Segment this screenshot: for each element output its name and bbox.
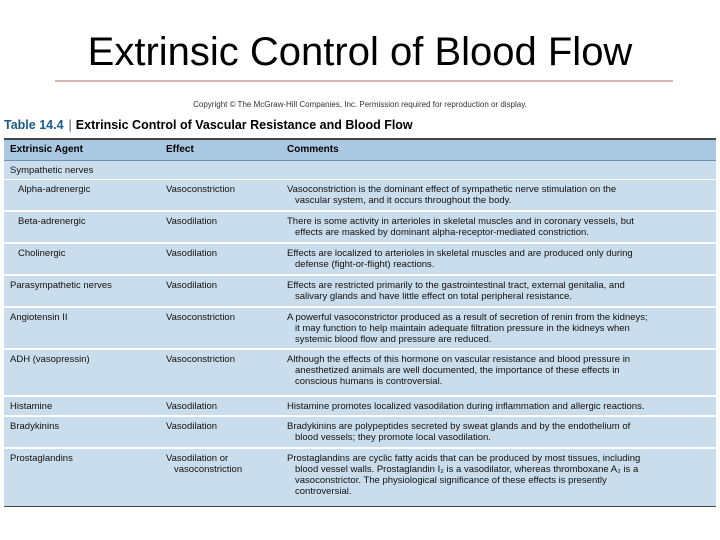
- table-row: [4, 350, 716, 397]
- table-number: Table 14.4: [4, 118, 64, 132]
- effect-cell: Vasodilation: [166, 401, 218, 412]
- effect-cell: Vasodilation: [166, 216, 218, 227]
- agent-cell: ADH (vasopressin): [10, 354, 90, 365]
- agent-cell: Cholinergic: [18, 248, 66, 259]
- table-title: Extrinsic Control of Vascular Resistance and Blood Flow: [75, 118, 413, 132]
- table-header-row: [4, 140, 716, 161]
- group-label: Sympathetic nerves: [10, 165, 94, 176]
- agent-cell: Histamine: [10, 401, 53, 412]
- comments-cell: A powerful vasoconstrictor produced as a result of secretion of renin from the kidneys; it may function to help maintain adequate filtration pressure in the kidneys when systemic blood flow and pressure are reduced.: [287, 312, 648, 345]
- effect-cell: Vasoconstriction: [166, 184, 235, 195]
- agent-cell: Prostaglandins: [10, 453, 73, 464]
- effect-cell: Vasoconstriction: [166, 354, 235, 365]
- comments-cell: Prostaglandins are cyclic fatty acids that can be produced by most tissues, including blood vessel walls. Prostaglandin I₂ is a vasodilator, whereas thromboxane A₂ is a vasoconstrictor. The physiological significance of these effects is presently controversial.: [287, 453, 641, 497]
- header-comments: Comments: [287, 144, 339, 155]
- agent-cell: Angiotensin II: [10, 312, 68, 323]
- table-caption: [4, 118, 716, 136]
- effect-cell: Vasodilation: [166, 248, 218, 259]
- table-row: [4, 212, 716, 244]
- table-row: [4, 449, 716, 504]
- effect-cell: Vasodilation: [166, 280, 218, 291]
- slide-title: Extrinsic Control of Blood Flow: [87, 30, 633, 74]
- agent-cell: Alpha-adrenergic: [18, 184, 91, 195]
- effect-cell: Vasodilation or vasoconstriction: [166, 453, 243, 475]
- comments-cell: There is some activity in arterioles in skeletal muscles and in coronary vessels, but effects are masked by dominant alpha-receptor-mediated constriction.: [287, 216, 634, 238]
- caption-separator: |: [68, 118, 72, 132]
- table-row: [4, 244, 716, 276]
- comments-cell: Bradykinins are polypeptides secreted by sweat glands and by the endothelium of blood vessels; they promote local vasodilation.: [287, 421, 631, 443]
- comments-cell: Effects are localized to arterioles in skeletal muscles and are produced only during defense (fight-or-flight) reactions.: [287, 248, 633, 270]
- effect-cell: Vasoconstriction: [166, 312, 235, 323]
- table-row: [4, 276, 716, 308]
- copyright-notice: Copyright © The McGraw-Hill Companies, Inc. Permission required for reproduction or display.: [193, 100, 527, 109]
- comments-cell: Vasoconstriction is the dominant effect of sympathetic nerve stimulation on the vascular system, and it occurs throughout the body.: [287, 184, 617, 206]
- table-row: [4, 417, 716, 449]
- data-table: [4, 138, 716, 507]
- group-row-sympathetic: [4, 161, 716, 180]
- agent-cell: Beta-adrenergic: [18, 216, 86, 227]
- title-divider: [55, 80, 673, 82]
- effect-cell: Vasodilation: [166, 421, 218, 432]
- table-row: [4, 308, 716, 350]
- agent-cell: Bradykinins: [10, 421, 60, 432]
- table-row: [4, 397, 716, 417]
- agent-cell: Parasympathetic nerves: [10, 280, 112, 291]
- header-effect: Effect: [166, 144, 194, 155]
- comments-cell: Histamine promotes localized vasodilation during inflammation and allergic reactions.: [287, 401, 645, 412]
- comments-cell: Effects are restricted primarily to the gastrointestinal tract, external genitalia, and salivary glands and have little effect on total peripheral resistance.: [287, 280, 625, 302]
- table-row: [4, 180, 716, 212]
- comments-cell: Although the effects of this hormone on vascular resistance and blood pressure in anesthetized animals are well documented, the importance of these effects in conscious humans is controversial.: [287, 354, 631, 387]
- header-extrinsic-agent: Extrinsic Agent: [10, 144, 83, 155]
